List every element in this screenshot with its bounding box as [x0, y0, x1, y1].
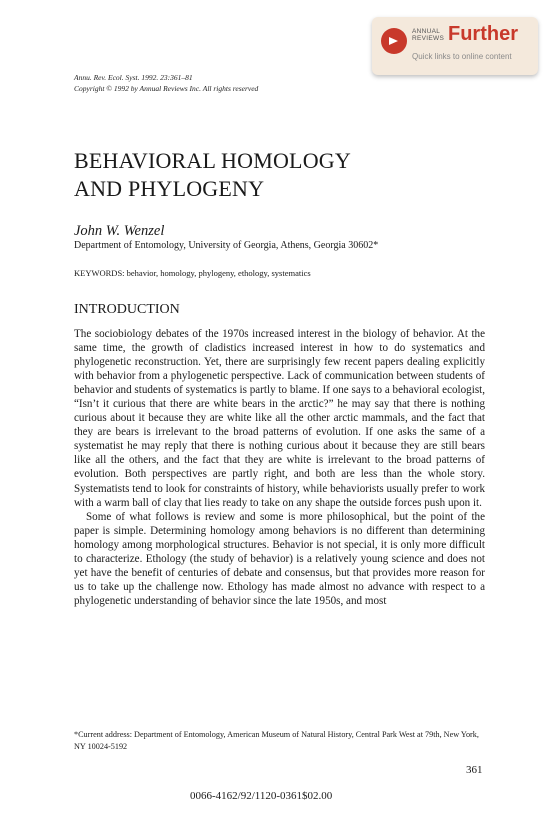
further-badge[interactable] [372, 17, 538, 75]
author-affiliation: Department of Entomology, University of Georgia, Athens, Georgia 30602* [74, 240, 379, 251]
footnote: *Current address: Department of Entomology, American Museum of Natural History, Central Park West at 79th, New York, NY 10024-5192 [74, 730, 479, 751]
section-heading: INTRODUCTION [74, 302, 180, 317]
annual-reviews-logo-icon [381, 28, 407, 54]
annual-reviews-label: ANNUAL REVIEWS [412, 28, 445, 42]
paragraph: Some of what follows is review and some is more philosophical, but the point of the paper is simple. Determining homology among behaviors is no different than determining homology among morphological structures. Behavior is not special, it is only more difficult to characterize. Ethology (the study of behavior) is a relatively young science and does not yet have the benefit of centuries of debate and consensus, but that provides more reason for us to take up the challenge now. Ethology has made almost no advance with respect to a phylogenetic understanding of behavior since the late 1950s, and most [74, 510, 485, 607]
article-title [74, 147, 474, 203]
page-number: 361 [466, 764, 483, 776]
paragraph: The sociobiology debates of the 1970s increased interest in the biology of behavior. At the same time, the growth of cladistics increased interest in how to do systematics and phylogenetic reconstruction. Yet, there are surprisingly few recent papers dealing explicitly with behavior from a phylogenetic perspective. Lack of communication between students of behavior and students of systematics is partly to blame. If one says to a behavioral ecologist, “Isn’t it curious that there are white bears in the arctic?” he may say that there is nothing curious about it because they are white like all the other arctic mammals, and the fact that they are bears is irrelevant to the broad patterns of evolution. If one asks the same of a systematist he may reply that there is nothing curious about it because they are still bears like all the others, and the fact that they are white is irrelevant to the broad patterns of evolution. Both perspectives are partly right, and both are less than the whole story. Systematists tend to look for constraints of history, while behaviorists usually prefer to work with a warm ball of clay that lies ready to take on any shape the outside forces push upon it. [74, 328, 485, 509]
title-line-2: AND PHYLOGENY [74, 176, 265, 201]
copyright-notice: Copyright © 1992 by Annual Reviews Inc. All rights reserved [74, 84, 259, 93]
title-line-1: BEHAVIORAL HOMOLOGY [74, 148, 351, 173]
author-name: John W. Wenzel [74, 223, 165, 239]
journal-citation: Annu. Rev. Ecol. Syst. 1992. 23:361–81 [74, 73, 193, 82]
copyright-code: 0066-4162/92/1120-0361$02.00 [190, 790, 333, 802]
keywords: KEYWORDS: behavior, homology, phylogeny, ethology, systematics [74, 268, 311, 278]
further-tagline: Quick links to online content [412, 52, 512, 61]
further-label: Further [448, 23, 518, 45]
body-text [74, 327, 485, 608]
